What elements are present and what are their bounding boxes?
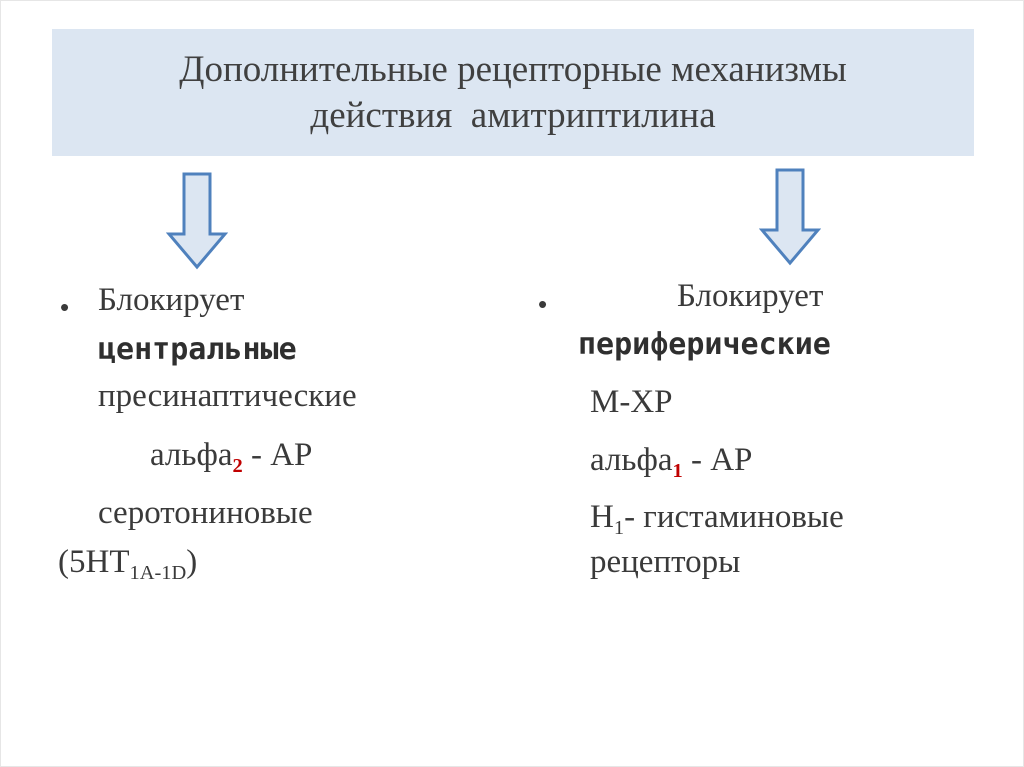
right-mxr: М-ХР: [590, 384, 673, 420]
left-central-term: центральные: [98, 332, 297, 367]
alpha-suffix: - АР: [682, 442, 753, 478]
left-alpha2-receptor: [150, 433, 312, 477]
right-receptors: рецепторы: [590, 544, 741, 580]
bullet-marker: •: [538, 289, 548, 319]
h1-subscript: 1: [613, 517, 625, 540]
right-peripheral-term: периферические: [578, 327, 831, 362]
left-presynaptic: пресинаптические: [98, 378, 357, 414]
title-line-1: Дополнительные рецепторные механизмы: [179, 48, 847, 90]
ht-subscript: 1А-1D: [129, 562, 187, 585]
title-line-2: действия амитриптилина: [310, 94, 716, 136]
left-5ht-receptor: [58, 540, 197, 584]
h-prefix: Н: [590, 499, 614, 535]
bullet-marker: •: [60, 292, 70, 322]
h-suffix: - гистаминовые: [624, 499, 844, 535]
left-blocks-label: Блокирует: [98, 282, 245, 318]
down-arrow-icon: [759, 168, 821, 266]
right-alpha1-receptor: [590, 438, 752, 482]
right-blocks-label: Блокирует: [677, 278, 824, 314]
left-serotonin: серотониновые: [98, 495, 313, 531]
ht-prefix: (5НТ: [58, 544, 130, 580]
right-h1-receptor: [590, 495, 844, 539]
ht-suffix: ): [186, 544, 198, 580]
alpha1-subscript: 1: [672, 460, 683, 483]
alpha-label: альфа: [150, 437, 233, 473]
title-box: [52, 29, 974, 156]
down-arrow-icon: [166, 172, 228, 270]
alpha-label: альфа: [590, 442, 673, 478]
alpha2-subscript: 2: [232, 455, 243, 478]
alpha-suffix: - АР: [242, 437, 313, 473]
